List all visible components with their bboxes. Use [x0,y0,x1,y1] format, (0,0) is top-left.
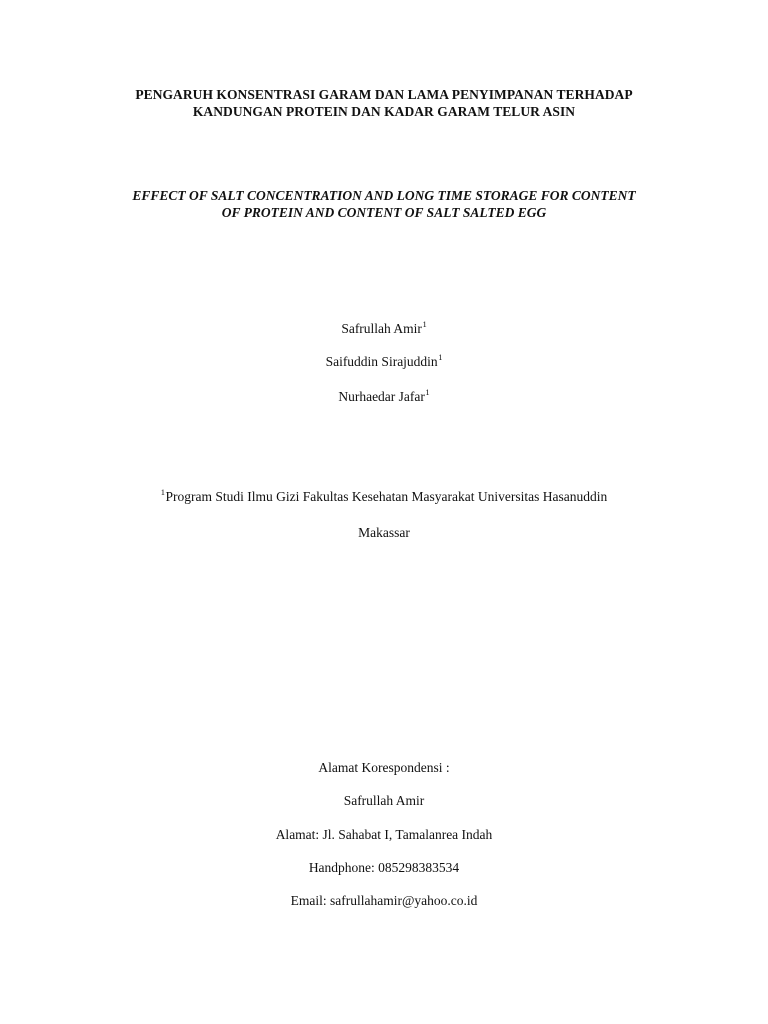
author-line [0,388,768,407]
author-line [0,353,768,372]
affiliation-superscript: 1 [160,487,166,497]
title-english-line-2: OF PROTEIN AND CONTENT OF SALT SALTED EGG [221,205,547,220]
correspondence-email-line [0,892,768,909]
affiliation-institution: Program Studi Ilmu Gizi Fakultas Kesehatan Masyarakat Universitas Hasanuddin [165,489,608,504]
affiliation-line [0,488,768,507]
correspondence-heading: Alamat Korespondensi : [318,760,450,775]
email-link[interactable]: safrullahamir@yahoo.co.id [329,893,478,908]
affiliation-superscript: 1 [438,352,443,362]
author-name: Safrullah Amir [341,321,422,336]
affiliation-superscript: 1 [422,319,427,329]
email-label: Email: [290,893,330,908]
author-name: Nurhaedar Jafar [338,389,425,404]
correspondence-name: Safrullah Amir [343,793,425,808]
correspondence-address: Alamat: Jl. Sahabat I, Tamalanrea Indah [275,827,493,842]
title-indonesian-line-1: PENGARUH KONSENTRASI GARAM DAN LAMA PENYIMPANAN TERHADAP [135,87,633,102]
author-line [0,320,768,339]
affiliation-city: Makassar [358,525,410,540]
title-english-line-1: EFFECT OF SALT CONCENTRATION AND LONG TIME STORAGE FOR CONTENT [132,188,636,203]
affiliation-superscript: 1 [425,387,430,397]
correspondence-phone: Handphone: 085298383534 [308,860,460,875]
title-indonesian-line-2: KANDUNGAN PROTEIN DAN KADAR GARAM TELUR ASIN [192,104,576,119]
author-name: Saifuddin Sirajuddin [325,354,438,369]
